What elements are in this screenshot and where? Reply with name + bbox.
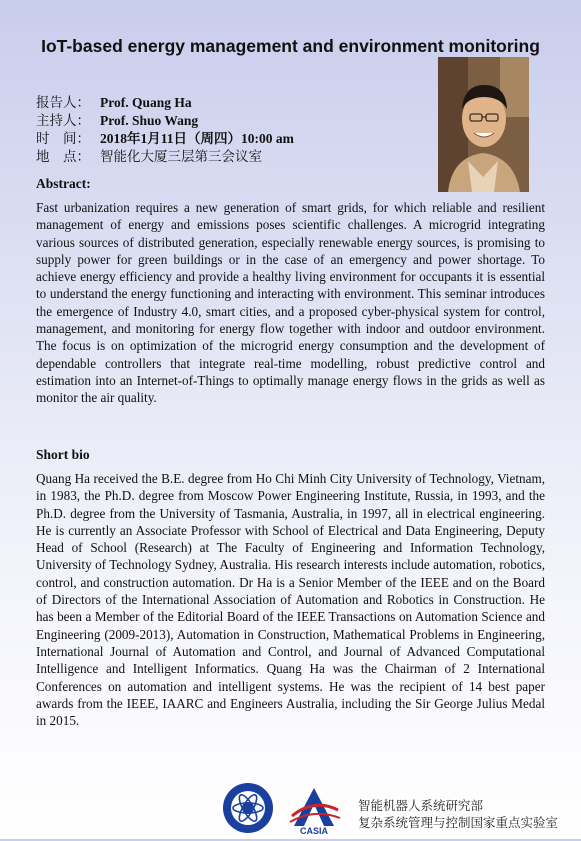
- seminar-details: [36, 94, 294, 166]
- cas-logo: [222, 782, 274, 834]
- speaker-photo: [438, 57, 529, 192]
- bio-text: Quang Ha received the B.E. degree from Ho Chi Minh City University of Technology, Vietnam, in 1983, the Ph.D. degree from Moscow Power Engineering Institute, Russia, in 1993, and the Ph.D. degree from the University of Tasmania, Australia, in 1997, all in electrical engineering. He is currently an Associate Professor with School of Electrical and Data Engineering, Deputy Head of School (Research) at The Faculty of Engineering and Information Technology, University of Technology Sydney, Australia. His research interests include automation, robotics, control, and construction automation. Dr Ha is a Senior Member of the IEEE and on the Board of Directors of the International Association of Automation and Robotics in Construction. He has been a Member of the Editorial Board of the IEEE Transactions on Automation Science and Engineering (2009-2013), Automation in Construction, Mathematical Problems in Engineering, International Journal of Automation and Control, and Journal of Advanced Computational Intelligence and Intelligent Informatics. Quang Ha was the Chairman of 2 International Conferences on automation and intelligent systems. He was the recipient of 14 best paper awards from the IEEE, IAARC and Engineers Australia, including the Sir George Julius Medal in 2015.: [36, 471, 545, 729]
- casia-logo: [286, 784, 342, 836]
- venue-value: 智能化大厦三层第三会议室: [100, 149, 262, 164]
- speaker-name: Prof. Quang Ha: [100, 95, 192, 110]
- venue-row: [36, 148, 294, 166]
- organizer-block: [358, 797, 558, 831]
- speaker-label: 报告人：: [36, 95, 90, 110]
- host-name: Prof. Shuo Wang: [100, 113, 199, 128]
- time-label: 时 间：: [36, 131, 90, 146]
- time-row: [36, 130, 294, 148]
- venue-label: 地 点：: [36, 149, 90, 164]
- speaker-row: [36, 94, 294, 112]
- time-value: 2018年1月11日（周四）10:00 am: [100, 131, 294, 146]
- abstract-text: Fast urbanization requires a new generation of smart grids, for which reliable and resilient management of energy and emissions poses scientific challenges. A microgrid integrating various sources of distributed generation, especially renewable energy sources, is promising to supply power for green buildings or in the case of an emergency and power shortage. To achieve energy efficiency and provide a healthy living environment for occupants it is essential to understand the energy functioning and interacting with environment. This seminar introduces the emergence of Industry 4.0, smart cities, and a proposed cyber-physical system for control, management, and monitoring for energy flow together with indoor and outdoor environment. The focus is on optimization of the microgrid energy consumption and the development of dependable controllers that integrate real-time modelling, robust predictive control and estimation into an Internet-of-Things to optimally manage energy flows in the grids as well as monitor the air quality.: [36, 200, 545, 406]
- seminar-title: IoT-based energy management and environment monitoring: [41, 36, 540, 56]
- organizer-line-2: 复杂系统管理与控制国家重点实验室: [358, 815, 559, 830]
- abstract-heading: Abstract:: [36, 176, 91, 191]
- organizer-line-1: 智能机器人系统研究部: [358, 798, 484, 813]
- host-label: 主持人：: [36, 113, 90, 128]
- casia-logo-text: CASIA: [299, 826, 329, 836]
- host-row: [36, 112, 294, 130]
- bio-heading: Short bio: [36, 447, 90, 462]
